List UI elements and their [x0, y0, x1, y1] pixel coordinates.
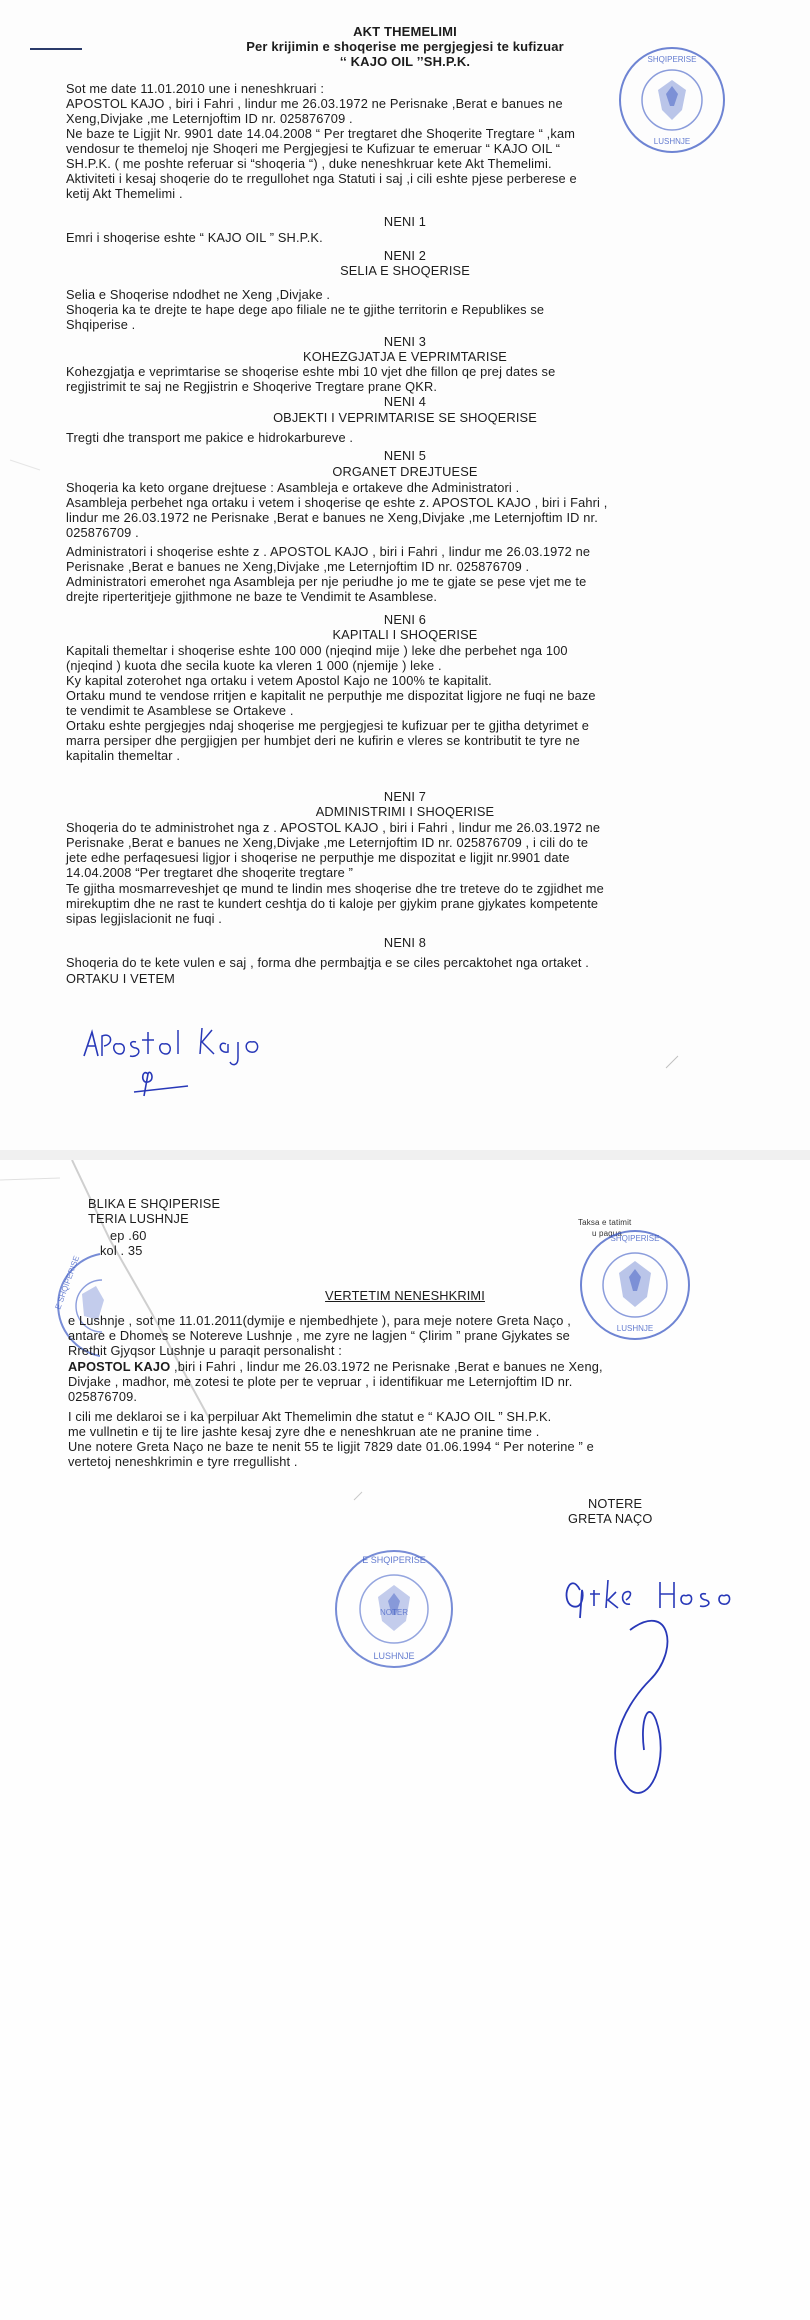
- article-line: drejte riperteritjeje gjithmone ne baze te Vendimit te Asamblese.: [66, 589, 438, 604]
- article-line: Selia e Shoqerise ndodhet ne Xeng ,Divjake .: [66, 287, 331, 302]
- article-title: ORGANET DREJTUESE: [332, 464, 478, 479]
- header-rep: ep .60: [110, 1228, 147, 1243]
- article-heading: NENI 8: [383, 935, 427, 950]
- owner-signature: [78, 1014, 278, 1104]
- article-line: kapitalin themeltar .: [66, 748, 181, 763]
- article-heading: NENI 5: [383, 448, 427, 463]
- notary-name: GRETA NAÇO: [568, 1511, 653, 1526]
- article-line: 14.04.2008 “Per tregtaret dhe shoqerite tregtare ”: [66, 865, 354, 880]
- article-title: KOHEZGJATJA E VEPRIMTARISE: [303, 349, 507, 364]
- article-heading: NENI 7: [383, 789, 427, 804]
- body-line: I cili me deklaroi se i ka perpiluar Akt Themelimin dhe statut e “ KAJO OIL ” SH.P.K.: [68, 1409, 552, 1424]
- notary-stamp: [575, 1225, 695, 1345]
- svg-text:NOTER: NOTER: [380, 1608, 408, 1617]
- article-title: KAPITALI I SHOQERISE: [332, 627, 478, 642]
- article-line: Shoqeria ka keto organe drejtuese : Asambleja e ortakeve dhe Administratori .: [66, 480, 520, 495]
- intro-line: APOSTOL KAJO , biri i Fahri , lindur me 26.03.1972 ne Perisnake ,Berat e banues ne: [66, 96, 563, 111]
- body-line: Rrethit Gjyqsor Lushnje u paraqit personalisht :: [68, 1343, 342, 1358]
- body-line: Une notere Greta Naço ne baze te nenit 55 te ligjit 7829 date 01.06.1994 “ Per noterine ” e: [68, 1439, 594, 1454]
- notary-title: NOTERE: [588, 1496, 643, 1511]
- fold-mark: [664, 1054, 680, 1070]
- body-line: me vullnetin e tij te lire jashte kesaj zyre dhe e neneshkruan ate ne pranine time .: [68, 1424, 540, 1439]
- notary-seal: [330, 1545, 458, 1673]
- article-line: sipas legjislacionit ne fuqi .: [66, 911, 223, 926]
- article-heading: NENI 6: [383, 612, 427, 627]
- body-line: Divjake , madhor, me zotesi te plote per te vepruar , i identifikuar me Leternjoftim ID nr.: [68, 1374, 573, 1389]
- article-line: marra persiper dhe pergjigjen per humbjet deri ne kufirin e vleres se kontributit te tyre ne: [66, 733, 580, 748]
- article-heading: NENI 2: [383, 248, 427, 263]
- document-page-1: [0, 0, 810, 1150]
- article-line: lindur me 26.03.1972 ne Perisnake ,Berat e banues ne Xeng,Divjake ,me Leternjoftim ID nr.: [66, 510, 598, 525]
- article-line: Kapitali themeltar i shoqerise eshte 100 000 (njeqind mije ) leke dhe perbehet nga 100: [66, 643, 568, 658]
- article-line: Ky kapital zoterohet nga ortaku i vetem Apostol Kajo ne 100% te kapitalit.: [66, 673, 492, 688]
- header-notary-office: TERIA LUSHNJE: [88, 1211, 189, 1226]
- intro-line: Sot me date 11.01.2010 une i neneshkruari :: [66, 81, 325, 96]
- intro-line: vendosur te themeloj nje Shoqeri me Pergjegjesi te Kufizuar te emeruar “ KAJO OIL “: [66, 141, 561, 156]
- article-line: Administratori i shoqerise eshte z . APOSTOL KAJO , biri i Fahri , lindur me 26.03.1972 ne: [66, 544, 591, 559]
- tax-note: u pagua: [592, 1229, 622, 1238]
- doc-title: AKT THEMELIMI: [353, 24, 457, 39]
- article-line: Tregti dhe transport me pakice e hidrokarbureve .: [66, 430, 354, 445]
- intro-line: Ne baze te Ligjit Nr. 9901 date 14.04.2008 “ Per tregtaret dhe Shoqerite Tregtare “ ,kam: [66, 126, 576, 141]
- article-heading: NENI 3: [383, 334, 427, 349]
- company-name: ‘‘ KAJO OIL ’’SH.P.K.: [339, 54, 471, 69]
- svg-text:LUSHNJE: LUSHNJE: [616, 1324, 654, 1333]
- article-line: Shoqeria ka te drejte te hape dege apo filiale ne te gjithe territorin e Republikes se: [66, 302, 545, 317]
- article-line: Ortaku mund te vendose rritjen e kapitalit ne perputhje me dispozitat ligjore ne fuqi ne baze: [66, 688, 596, 703]
- svg-text:LUSHNJE: LUSHNJE: [653, 137, 691, 146]
- svg-text:E SHQIPERISE: E SHQIPERISE: [362, 1555, 426, 1565]
- person-line: [68, 1359, 603, 1374]
- article-line: Administratori emerohet nga Asambleja per nje periudhe jo me te gjate se pese vjet me te: [66, 574, 587, 589]
- document-page-2: [0, 1160, 810, 2320]
- article-line: jete edhe perfaqesuesi ligjor i shoqerise ne perputhje me dispozitat e ligjit nr.9901 date: [66, 850, 570, 865]
- body-line: antare e Dhomes se Notereve Lushnje , me zyre ne lagjen “ Çlirim ” prane Gjykates se: [68, 1328, 570, 1343]
- header-republic: BLIKA E SHQIPERISE: [88, 1196, 221, 1211]
- header-kol: kol . 35: [100, 1243, 143, 1258]
- body-line: 025876709.: [68, 1389, 138, 1404]
- body-line: vertetoj neneshkrimin e tyre rregullisht .: [68, 1454, 298, 1469]
- article-line: Perisnake ,Berat e banues ne Xeng,Divjake ,me Leternjoftim ID nr. 025876709 , i cili do te: [66, 835, 589, 850]
- intro-line: Xeng,Divjake ,me Leternjoftim ID nr. 025876709 .: [66, 111, 353, 126]
- body-line: e Lushnje , sot me 11.01.2011(dymije e njembedhjete ), para meje notere Greta Naço ,: [68, 1313, 571, 1328]
- certification-title: VERTETIM NENESHKRIMI: [325, 1288, 485, 1303]
- article-line: Emri i shoqerise eshte “ KAJO OIL ” SH.P.K.: [66, 230, 323, 245]
- notary-stamp: [616, 44, 728, 156]
- article-line: Te gjitha mosmarreveshjet qe mund te lindin mes shoqerise dhe tre treteve do te zgjidhet me: [66, 881, 604, 896]
- article-line: mirekuptim dhe ne rast te kundert ceshtja do ti kaloje per gjykim prane gjykates kompetente: [66, 896, 599, 911]
- sole-partner-label: ORTAKU I VETEM: [66, 971, 175, 986]
- article-title: OBJEKTI I VEPRIMTARISE SE SHOQERISE: [273, 410, 537, 425]
- article-line: Kohezgjatja e veprimtarise se shoqerise eshte mbi 10 vjet dhe fillon qe prej dates se: [66, 364, 556, 379]
- svg-text:SHQIPERISE: SHQIPERISE: [610, 1234, 660, 1243]
- article-line: Shoqeria do te administrohet nga z . APOSTOL KAJO , biri i Fahri , lindur me 26.03.1972 ne: [66, 820, 601, 835]
- page-gap: [0, 1150, 810, 1160]
- svg-text:E SHQIPERISE: E SHQIPERISE: [53, 1254, 82, 1311]
- doc-subtitle: Per krijimin e shoqerise me pergjegjesi te kufizuar: [246, 39, 564, 54]
- intro-line: ketij Akt Themelimi .: [66, 186, 183, 201]
- person-name: APOSTOL KAJO: [68, 1359, 171, 1374]
- svg-text:SHQIPERISE: SHQIPERISE: [647, 55, 697, 64]
- intro-line: Aktiviteti i kesaj shoqerie do te rregullohet nga Statuti i saj ,i cili eshte pjese perberese e: [66, 171, 577, 186]
- article-line: Shqiperise .: [66, 317, 136, 332]
- article-line: Asambleja perbehet nga ortaku i vetem i shoqerise qe eshte z. APOSTOL KAJO , biri i Fahri ,: [66, 495, 608, 510]
- article-title: ADMINISTRIMI I SHOQERISE: [315, 804, 495, 819]
- tax-note: Taksa e tatimit: [578, 1218, 632, 1227]
- article-line: Perisnake ,Berat e banues ne Xeng,Divjake ,me Leternjoftim ID nr. 025876709 .: [66, 559, 530, 574]
- article-line: 025876709 .: [66, 525, 139, 540]
- svg-text:LUSHNJE: LUSHNJE: [373, 1651, 415, 1661]
- article-line: Shoqeria do te kete vulen e saj , forma dhe permbajtja e se ciles percaktohet nga ortaket .: [66, 955, 589, 970]
- article-line: te vendimit te Asamblese se Ortakeve .: [66, 703, 294, 718]
- fold-mark: [352, 1490, 364, 1502]
- person-details: ,biri i Fahri , lindur me 26.03.1972 ne Perisnake ,Berat e banues ne Xeng,: [170, 1359, 603, 1374]
- article-heading: NENI 4: [383, 394, 427, 409]
- article-title: SELIA E SHOQERISE: [340, 263, 470, 278]
- article-line: Ortaku eshte pergjegjes ndaj shoqerise me pergjegjesi te kufizuar per te gjitha detyrimet e: [66, 718, 589, 733]
- article-heading: NENI 1: [383, 214, 427, 229]
- article-line: (njeqind ) kuota dhe secila kuote ka vleren 1 000 (njemije ) leke .: [66, 658, 442, 673]
- notary-signature: [560, 1560, 780, 1800]
- intro-line: SH.P.K. ( me poshte referuar si “shoqeria “) , duke neneshkruar kete Akt Themelimi.: [66, 156, 552, 171]
- article-line: regjistrimit te saj ne Regjistrin e Shoqerive Tregtare prane QKR.: [66, 379, 438, 394]
